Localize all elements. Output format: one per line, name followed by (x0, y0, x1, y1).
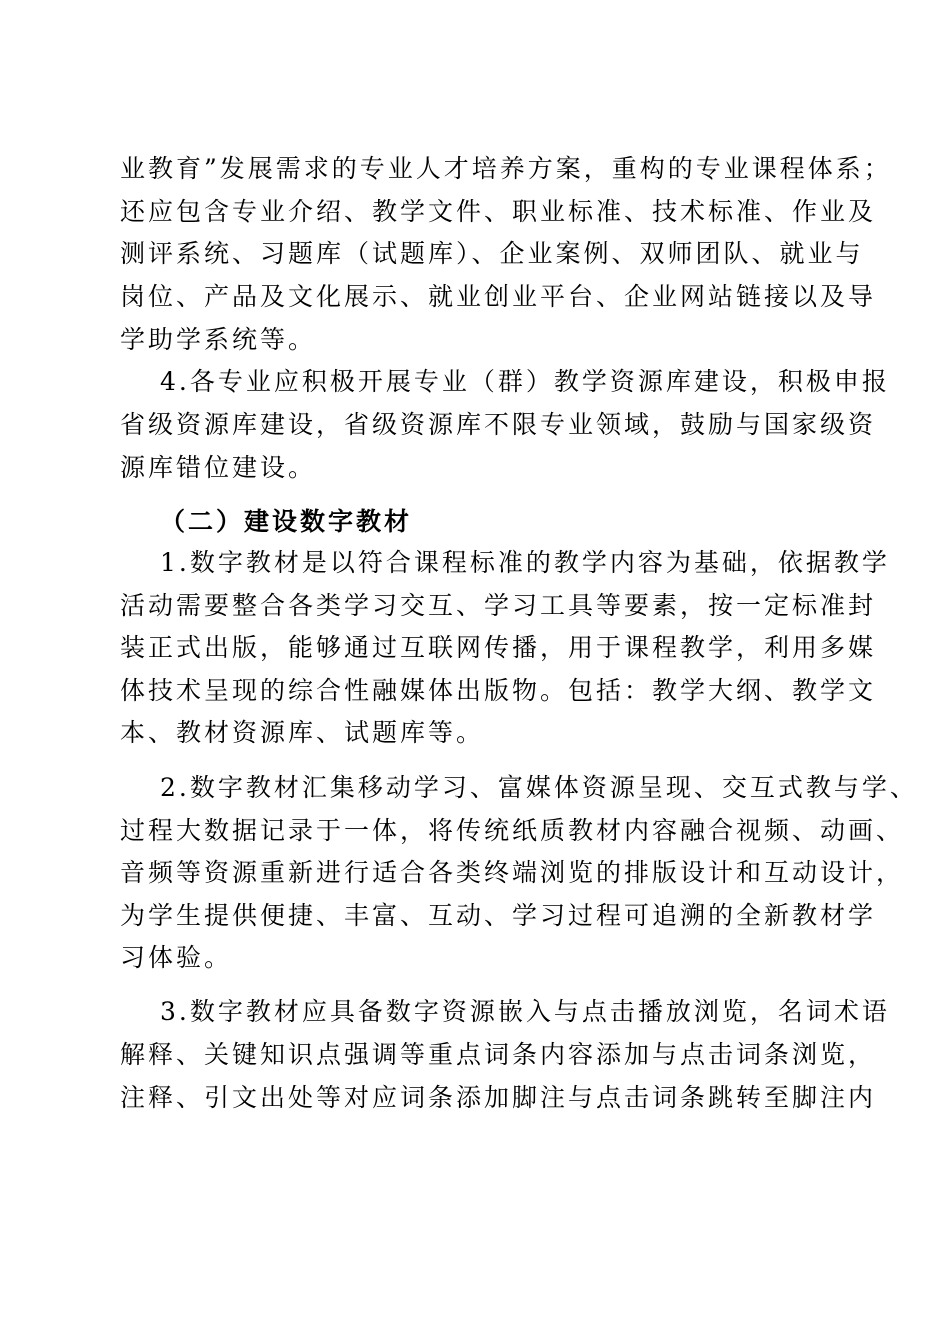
body-line: 源库错位建设。 (120, 453, 317, 482)
body-line: 活动需要整合各类学习交互、学习工具等要素，按一定标准封 (120, 591, 877, 620)
body-line: 测评系统、习题库（试题库）、企业案例、双师团队、就业与 (120, 239, 864, 268)
paragraph-start-line: 1.数字教材是以符合课程标准的教学内容为基础，依据教学 (160, 548, 890, 577)
body-line: 为学生提供便捷、丰富、互动、学习过程可追溯的全新教材学 (120, 901, 877, 930)
section-heading: （二）建设数字教材 (160, 507, 413, 536)
body-line: 本、教材资源库、试题库等。 (120, 718, 485, 747)
body-line: 岗位、产品及文化展示、就业创业平台、企业网站链接以及导 (120, 282, 877, 311)
paragraph-start-line: 2.数字教材汇集移动学习、富媒体资源呈现、交互式教与学、 (160, 773, 918, 802)
body-line: 音频等资源重新进行适合各类终端浏览的排版设计和互动设计， (120, 858, 905, 887)
body-line: 解释、关键知识点强调等重点词条内容添加与点击词条浏览， (120, 1040, 877, 1069)
paragraph-start-line: 4.各专业应积极开展专业（群）教学资源库建设，积极申报 (160, 367, 890, 396)
body-line: 学助学系统等。 (120, 325, 317, 354)
body-line: 业教育”发展需求的专业人才培养方案，重构的专业课程体系； (120, 154, 892, 183)
body-line: 体技术呈现的综合性融媒体出版物。包括：教学大纲、教学文 (120, 676, 877, 705)
body-line: 习体验。 (120, 943, 233, 972)
body-line: 省级资源库建设，省级资源库不限专业领域，鼓励与国家级资 (120, 410, 877, 439)
paragraph-start-line: 3.数字教材应具备数字资源嵌入与点击播放浏览，名词术语 (160, 997, 890, 1026)
body-line: 过程大数据记录于一体，将传统纸质教材内容融合视频、动画、 (120, 816, 905, 845)
body-line: 还应包含专业介绍、教学文件、职业标准、技术标准、作业及 (120, 197, 877, 226)
body-line: 装正式出版，能够通过互联网传播，用于课程教学，利用多媒 (120, 633, 877, 662)
body-line: 注释、引文出处等对应词条添加脚注与点击词条跳转至脚注内 (120, 1083, 877, 1112)
